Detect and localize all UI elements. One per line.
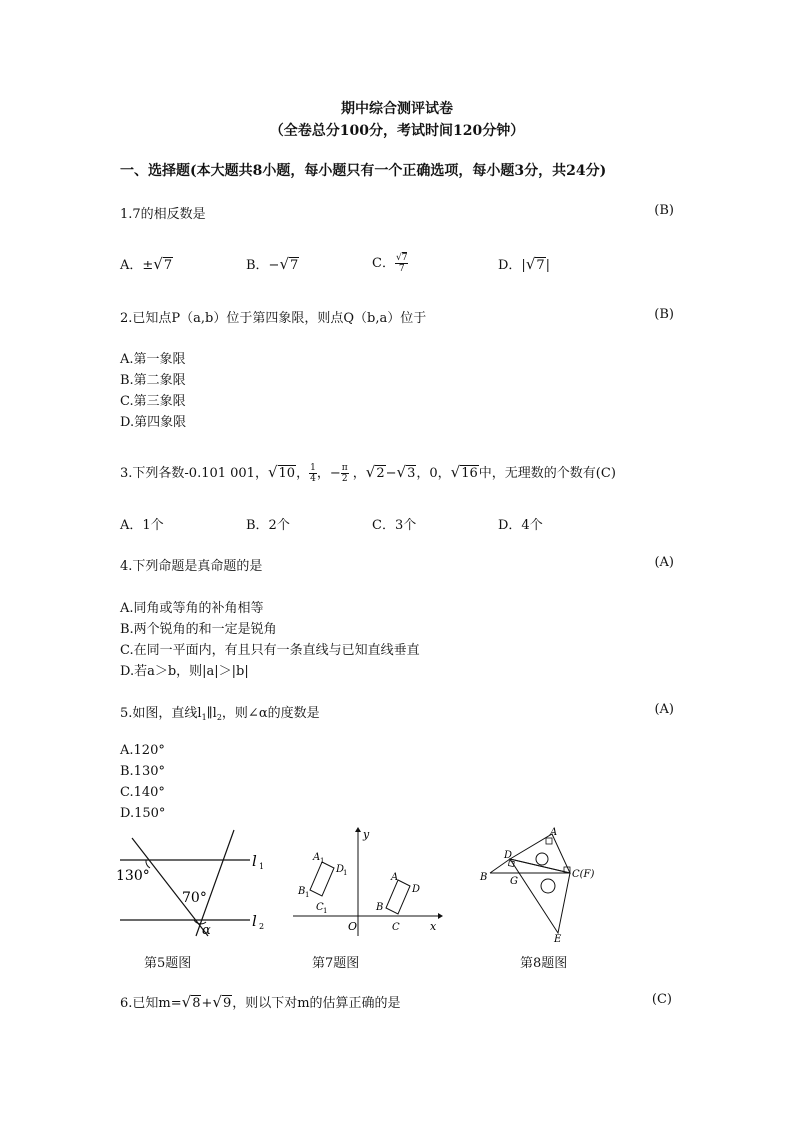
- label-D: D: [504, 850, 513, 861]
- x-label: x: [430, 920, 437, 933]
- q3-answer: (C): [595, 466, 616, 481]
- q5-stem: [120, 702, 320, 722]
- q3-option-d: D．4个: [498, 518, 543, 533]
- q1-option-d-radicand: 7: [536, 258, 545, 273]
- q1-option-b: [246, 254, 299, 273]
- q6-radicand-2: 9: [222, 996, 232, 1011]
- sqrt-symbol: √10: [267, 463, 296, 481]
- label-A: A: [550, 827, 558, 838]
- fraction-quarter: [309, 463, 317, 484]
- q4-stem: 4.下列命题是真命题的是: [120, 559, 263, 574]
- label-D: D: [412, 884, 421, 895]
- q4-option-b: B.两个锐角的和一定是锐角: [120, 622, 277, 637]
- figure-8: [476, 826, 616, 944]
- parallelogram-1: [310, 862, 334, 896]
- label-l1: l: [252, 852, 257, 870]
- q5-sub1: 1: [201, 713, 207, 722]
- q3-pi-num: π: [341, 463, 348, 473]
- label-C: C: [392, 922, 400, 933]
- right-angle-A: [546, 838, 552, 844]
- q5-parallel: ∥l: [206, 706, 217, 721]
- label-A1: A: [313, 852, 321, 863]
- sqrt-symbol: √8: [181, 993, 201, 1011]
- q1-option-a: [120, 254, 173, 273]
- q3-sep1: ，: [348, 466, 366, 481]
- q3-radicand-3: 3: [407, 466, 416, 481]
- q3-pi-den: 2: [341, 474, 348, 484]
- figure-5-caption: 第5题图: [144, 956, 192, 971]
- q4-option-a: A.同角或等角的补角相等: [120, 601, 264, 616]
- q3-option-c: C．3个: [372, 518, 417, 533]
- q6-stem-start: 6.已知m=: [120, 996, 182, 1011]
- q1-option-d-label: D．|: [498, 258, 526, 273]
- parallelogram-2: [386, 880, 410, 914]
- circle-upper: [536, 853, 548, 865]
- fraction: $\frac{√7}{7}$: [395, 253, 408, 274]
- q3-stem-end: 中，无理数的个数有: [478, 466, 596, 481]
- x-axis-arrow: [438, 913, 443, 919]
- label-G: G: [510, 876, 518, 887]
- q5-sub2: 2: [216, 713, 222, 722]
- q3-stem-start: 3.下列各数-0.101 001，: [120, 466, 268, 481]
- q1-option-b-label: B．−: [246, 258, 280, 273]
- sqrt-symbol: √7: [279, 255, 299, 273]
- q2-answer: (B): [654, 307, 674, 322]
- y-label: y: [363, 828, 370, 841]
- q1-option-a-label: A．±: [120, 258, 154, 273]
- angle-label-130: 130°: [116, 868, 150, 884]
- q1-option-d: [498, 254, 550, 273]
- q4-option-c: C.在同一平面内，有且只有一条直线与已知直线垂直: [120, 643, 420, 658]
- paper-title: 期中综合测评试卷: [341, 101, 453, 117]
- label-l2: l: [252, 912, 257, 930]
- q3-frac-den: 4: [310, 474, 316, 484]
- angle-label-alpha: α: [202, 923, 211, 938]
- segment-BD: [490, 859, 510, 873]
- label-C1-sub: 1: [323, 907, 328, 915]
- figure-8-caption: 第8题图: [520, 956, 568, 971]
- label-B: B: [480, 872, 488, 883]
- label-l1-sub: 1: [259, 862, 265, 871]
- q6-stem: [120, 992, 401, 1011]
- q3-radicand-4: 16: [461, 466, 478, 481]
- label-l2-sub: 2: [259, 922, 265, 931]
- q2-option-c: C.第三象限: [120, 394, 186, 409]
- q3-option-b: B．2个: [246, 518, 290, 533]
- q6-radicand-1: 8: [192, 996, 201, 1011]
- q5-option-b: B.130°: [120, 764, 165, 779]
- q1-option-c-den: 7: [398, 264, 405, 274]
- figure-5: [110, 826, 280, 941]
- sqrt-symbol: √9: [212, 993, 232, 1011]
- q5-option-d: D.150°: [120, 806, 166, 821]
- q6-answer: (C): [651, 992, 672, 1007]
- q2-stem: 2.已知点P（a,b）位于第四象限，则点Q（b,a）位于: [120, 311, 427, 326]
- q1-option-c-num: 7: [401, 253, 408, 263]
- transversal-1: [132, 838, 208, 936]
- label-C1: C: [316, 902, 324, 913]
- y-axis-arrow: [355, 827, 361, 832]
- q5-stem-start: 5.如图，直线l: [120, 706, 202, 721]
- section-heading: 一、选择题(本大题共8小题，每小题只有一个正确选项，每小题3分，共24分): [120, 163, 607, 179]
- angle-label-70: 70°: [182, 890, 207, 906]
- paper-subtitle: （全卷总分100分，考试时间120分钟）: [269, 123, 525, 139]
- q1-option-b-radicand: 7: [290, 258, 299, 273]
- q2-option-b: B.第二象限: [120, 373, 186, 388]
- q3-option-a: A．1个: [120, 518, 164, 533]
- label-D1-sub: 1: [343, 869, 348, 877]
- sqrt-symbol: √2: [365, 463, 385, 481]
- q1-answer: (B): [654, 203, 674, 218]
- q3-radicand-2: 2: [376, 466, 385, 481]
- label-B: B: [376, 902, 384, 913]
- q5-answer: (A): [654, 702, 674, 717]
- q2-option-d: D.第四象限: [120, 415, 187, 430]
- q1-option-c: [372, 252, 408, 274]
- q3-radicand-1: 10: [278, 466, 296, 481]
- label-D1: D: [336, 864, 345, 875]
- q4-option-d: D.若a＞b，则|a|＞|b|: [120, 664, 249, 679]
- sqrt-symbol: √3: [396, 463, 416, 481]
- q3-stem: 3.下列各数-0.101 001，√10， $\frac{1}{4}$ ，− $\frac{\pi}{2}$ ，√2−√3，0，√16中，无理数的个数有(C): [120, 463, 616, 484]
- q3-neg-sign: ，−: [316, 466, 341, 481]
- figure-7-caption: 第7题图: [312, 956, 360, 971]
- triangle-DFE: [510, 859, 570, 933]
- q4-answer: (A): [654, 555, 674, 570]
- sqrt-symbol: √7: [525, 255, 545, 273]
- q3-sep2: ，0，: [416, 466, 451, 481]
- circle-lower: [541, 879, 555, 893]
- q1-option-c-label: C．: [372, 256, 395, 271]
- sqrt-symbol: √7: [153, 255, 173, 273]
- sqrt-symbol: √16: [450, 463, 478, 481]
- q1-option-a-radicand: 7: [163, 258, 173, 273]
- label-E: E: [554, 934, 562, 944]
- figure-7: [288, 826, 448, 941]
- q5-option-a: A.120°: [120, 743, 165, 758]
- q5-option-c: C.140°: [120, 785, 165, 800]
- q6-stem-end: ，则以下对m的估算正确的是: [232, 996, 401, 1011]
- q3-minus: −: [385, 466, 397, 481]
- q1-option-d-end: |: [545, 258, 551, 273]
- label-A1-sub: 1: [320, 857, 325, 865]
- fraction-pi: [341, 463, 349, 484]
- label-C-F: C(F): [572, 869, 595, 880]
- q6-plus: +: [201, 996, 213, 1011]
- label-B1-sub: 1: [305, 891, 310, 899]
- label-B1: B: [298, 886, 306, 897]
- origin-label: O: [348, 920, 358, 933]
- q3-frac-num: 1: [310, 463, 316, 473]
- q1-stem: 1.7的相反数是: [120, 207, 206, 222]
- q5-stem-end: ，则∠α的度数是: [221, 706, 320, 721]
- q2-option-a: A.第一象限: [120, 352, 186, 367]
- label-A: A: [391, 872, 399, 883]
